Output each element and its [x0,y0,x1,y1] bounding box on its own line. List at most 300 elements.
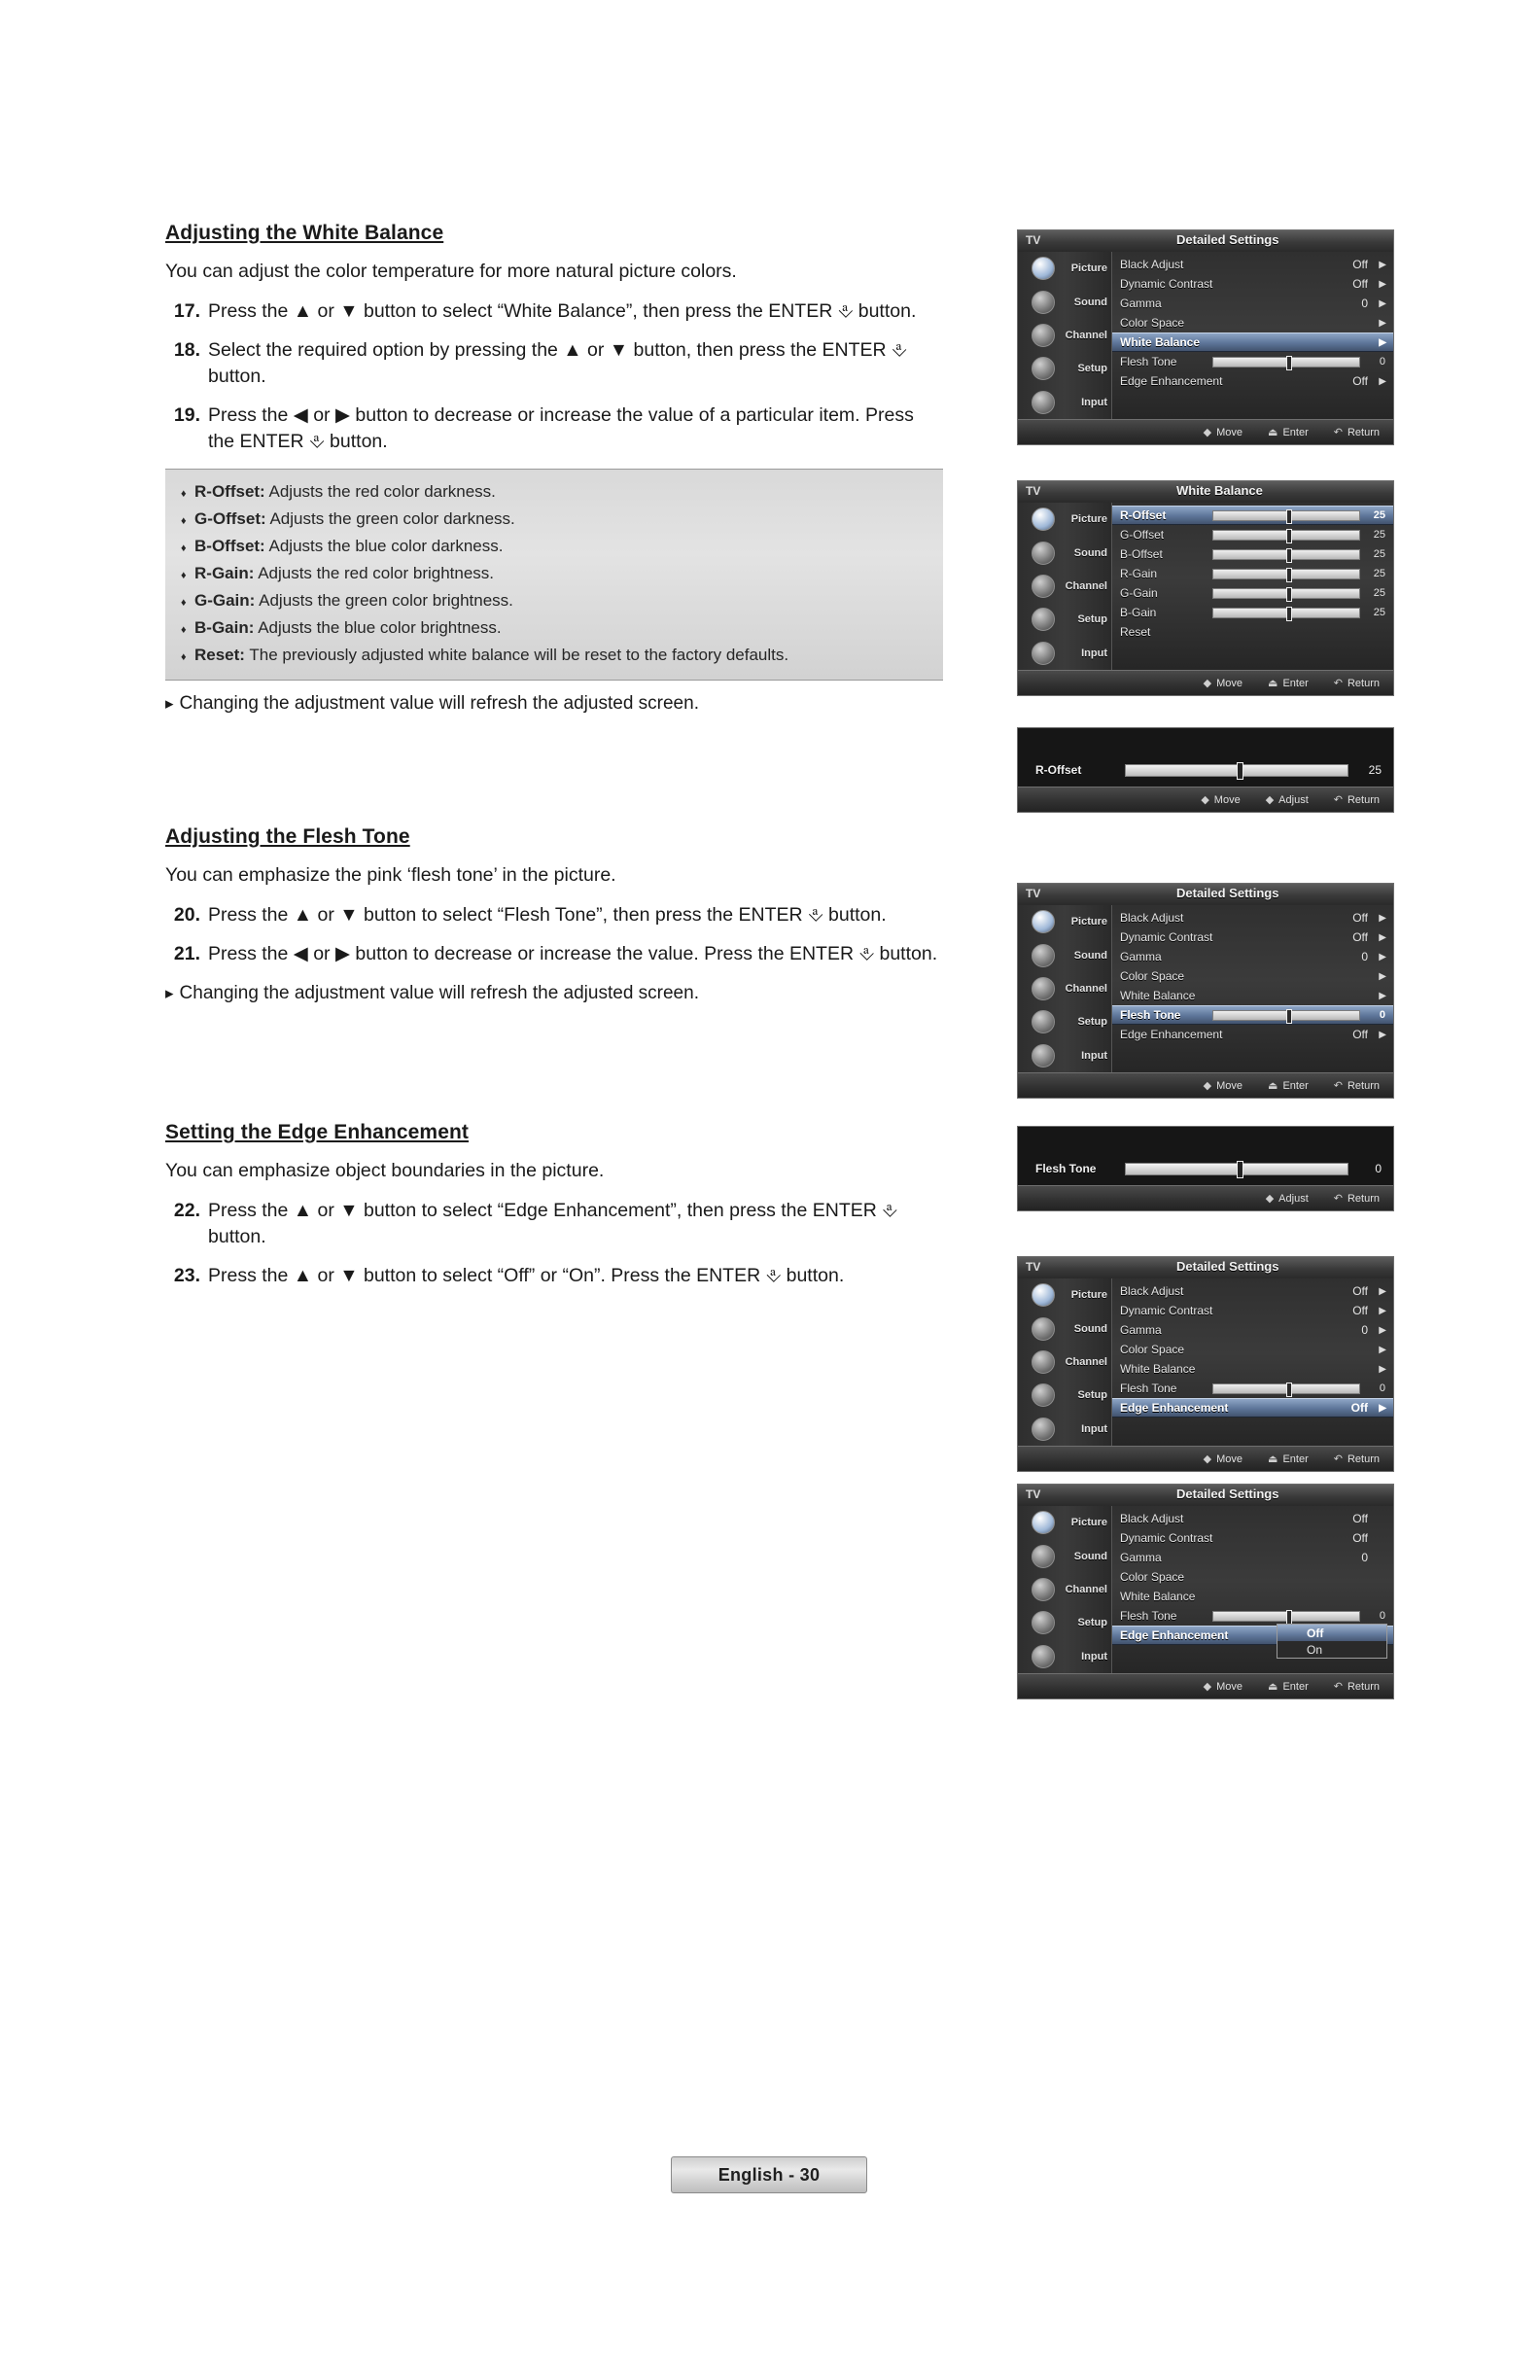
menu-value: 25 [1373,509,1385,521]
step-text: Press the ▲ or ▼ button to select “White Balance”, then press the ENTER ⎀ button. [208,300,917,322]
rail-item-setup[interactable] [1018,1379,1111,1412]
note-term: R-Offset: [194,482,265,501]
help-move [1204,426,1242,438]
rail-item-channel[interactable] [1018,1573,1111,1606]
rail-label: Picture [1070,513,1107,526]
menu-value: Off [1352,1284,1368,1298]
menu-label: Gamma [1120,950,1162,963]
osd-menu-list [1112,1278,1393,1446]
instructions-column [165,222,943,1302]
menu-row-flesh-tone[interactable] [1112,1005,1393,1025]
adjust-icon: ◆ [1265,794,1275,806]
menu-row-black-adjust[interactable] [1112,1509,1393,1528]
note-item [181,534,931,561]
menu-label: Color Space [1120,316,1185,330]
rail-item-setup[interactable] [1018,603,1111,636]
flesh-tone-slider[interactable] [1212,1010,1360,1021]
menu-label: White Balance [1120,1362,1196,1376]
section-title: Adjusting the Flesh Tone [165,825,410,848]
menu-row-reset[interactable] [1112,622,1393,642]
menu-label: R-Gain [1120,567,1158,580]
slider-knob[interactable] [1286,1382,1292,1397]
menu-label: R-Offset [1120,508,1167,522]
tv-label: TV [1026,887,1041,900]
rail-label: Sound [1073,949,1107,962]
menu-row-gamma[interactable] [1112,1548,1393,1567]
rail-label: Channel [1065,329,1107,341]
step-number: 20. [173,904,200,926]
menu-label: B-Gain [1120,606,1157,619]
menu-row-black-adjust[interactable] [1112,908,1393,928]
rail-label: Sound [1073,1322,1107,1335]
help-adjust [1266,1192,1309,1205]
menu-row-color-space[interactable] [1112,1567,1393,1587]
help-return [1334,426,1380,438]
menu-value: Off [1352,1304,1368,1317]
step-text: Press the ▲ or ▼ button to select “Off” or “On”. Press the ENTER ⎀ button. [208,1265,845,1286]
slider-knob[interactable] [1237,762,1243,780]
sound-icon [1032,291,1055,314]
picture-icon [1032,257,1055,280]
menu-row-black-adjust[interactable] [1112,1281,1393,1301]
note-term: Reset: [194,646,245,664]
b-offset-slider[interactable] [1212,549,1360,560]
help-move-label: Move [1216,426,1243,438]
picture-icon [1032,1511,1055,1534]
move-icon: ◆ [1203,1453,1212,1465]
note-term: G-Gain: [194,591,256,610]
chevron-right-icon: ▶ [1379,1029,1386,1040]
help-move-label: Move [1216,1680,1243,1693]
menu-row-dynamic-contrast[interactable] [1112,1301,1393,1320]
setup-icon [1032,357,1055,380]
rail-label: Setup [1077,1389,1107,1402]
chevron-right-icon: ▶ [1379,1402,1386,1414]
menu-value: Off [1352,374,1368,388]
rail-label: Sound [1073,296,1107,308]
rail-label: Channel [1065,1583,1107,1595]
menu-row-gamma[interactable] [1112,294,1393,313]
help-move-label: Move [1216,1452,1243,1465]
menu-label: Gamma [1120,1323,1162,1337]
help-move [1204,1079,1242,1092]
rail-label: Channel [1065,579,1107,592]
return-icon: ↶ [1333,678,1343,689]
rail-label: Channel [1065,982,1107,995]
help-return-label: Return [1347,1680,1380,1693]
slider-knob[interactable] [1286,607,1292,621]
move-icon: ◆ [1203,1080,1212,1092]
section-intro: You can adjust the color temperature for more natural picture colors. [165,261,737,282]
flesh-tone-slider[interactable] [1212,1611,1360,1622]
option-on[interactable] [1278,1641,1386,1658]
menu-label: Dynamic Contrast [1120,277,1213,291]
setup-icon [1032,1383,1055,1407]
menu-label: Black Adjust [1120,1284,1184,1298]
note-item [181,507,931,534]
rail-item-channel[interactable] [1018,1346,1111,1379]
enter-icon: ⏏ [1268,427,1278,438]
rail-item-input[interactable] [1018,1039,1111,1072]
menu-label: Edge Enhancement [1120,374,1223,388]
refresh-note [165,690,943,717]
move-icon: ◆ [1201,794,1209,806]
picture-icon [1032,910,1055,933]
slider-value: 0 [1375,1162,1382,1175]
help-adjust-label: Adjust [1278,1192,1309,1205]
return-icon: ↶ [1333,1080,1343,1092]
rail-item-setup[interactable] [1018,352,1111,385]
section-edge-enhancement [165,1121,943,1289]
osd-help-bar [1018,787,1393,812]
note-item [181,479,931,507]
help-return [1334,1192,1380,1205]
menu-label: Gamma [1120,297,1162,310]
osd-title: Detailed Settings [1176,1487,1279,1501]
menu-row-color-space[interactable] [1112,966,1393,986]
section-intro: You can emphasize object boundaries in the picture. [165,1160,605,1181]
step-18 [165,337,943,390]
rail-item-input[interactable] [1018,637,1111,670]
rail-item-input[interactable] [1018,1640,1111,1673]
rail-item-input[interactable] [1018,386,1111,419]
menu-row-edge-enhancement[interactable] [1112,1398,1393,1418]
help-move-label: Move [1216,677,1243,689]
menu-row-edge-enhancement[interactable] [1112,1025,1393,1044]
slider-value: 25 [1368,763,1382,777]
rail-item-channel[interactable] [1018,319,1111,352]
step-21 [165,941,943,967]
menu-row-white-balance[interactable] [1112,1359,1393,1379]
osd-titlebar [1018,1257,1393,1279]
step-text: Select the required option by pressing the ▲ or ▼ button, then press the ENTER ⎀ button. [208,339,907,387]
option-off[interactable] [1278,1625,1386,1641]
chevron-right-icon: ▶ [1379,298,1386,309]
chevron-right-icon: ▶ [1379,1363,1386,1375]
rail-item-channel[interactable] [1018,570,1111,603]
rail-item-setup[interactable] [1018,1005,1111,1038]
menu-row-black-adjust[interactable] [1112,255,1393,274]
menu-row-flesh-tone[interactable] [1112,1379,1393,1398]
rail-item-picture[interactable] [1018,252,1111,285]
help-enter [1268,1680,1309,1693]
enter-icon: ⏏ [1268,1681,1278,1693]
slider-knob[interactable] [1286,587,1292,602]
note-term: G-Offset: [194,509,266,528]
refresh-note-text: Changing the adjustment value will refresh the adjusted screen. [179,693,699,714]
menu-value: 0 [1379,1382,1385,1394]
menu-label: Black Adjust [1120,911,1184,925]
menu-value: 0 [1379,1009,1385,1021]
slider-knob[interactable] [1286,356,1292,370]
menu-row-gamma[interactable] [1112,1320,1393,1340]
menu-label: Dynamic Contrast [1120,1531,1213,1545]
help-return-label: Return [1347,1192,1380,1205]
osd-title: Detailed Settings [1176,886,1279,900]
menu-row-gamma[interactable] [1112,947,1393,966]
sound-icon [1032,1317,1055,1341]
section-title: Setting the Edge Enhancement [165,1121,470,1143]
help-enter-label: Enter [1282,1452,1309,1465]
osd-icon-rail [1018,1278,1112,1446]
chevron-right-icon: ▶ [1379,1324,1386,1336]
enter-icon: ⏏ [1268,1453,1278,1465]
menu-row-r-gain[interactable] [1112,564,1393,583]
slider-knob[interactable] [1237,1161,1243,1178]
menu-label: Dynamic Contrast [1120,930,1213,944]
flesh-tone-slider[interactable] [1212,357,1360,368]
menu-row-white-balance[interactable] [1112,986,1393,1005]
help-move-label: Move [1216,1079,1243,1092]
step-text: Press the ▲ or ▼ button to select “Flesh Tone”, then press the ENTER ⎀ button. [208,904,887,926]
menu-row-dynamic-contrast[interactable] [1112,1528,1393,1548]
sound-icon [1032,1545,1055,1568]
menu-value: Off [1350,1401,1368,1415]
enter-icon: ⏏ [1268,1080,1278,1092]
edge-enhancement-option-popup[interactable] [1277,1624,1387,1659]
osd-help-bar [1018,1446,1393,1471]
menu-label: G-Gain [1120,586,1158,600]
note-desc: Adjusts the green color darkness. [269,509,515,528]
tv-label: TV [1026,484,1041,498]
menu-row-white-balance[interactable] [1112,1587,1393,1606]
menu-label: Color Space [1120,1570,1185,1584]
channel-icon [1032,575,1055,598]
rail-item-sound[interactable] [1018,285,1111,318]
menu-label: Flesh Tone [1120,1609,1177,1623]
rail-label: Setup [1077,1617,1107,1629]
step-20 [165,902,943,928]
g-offset-slider[interactable] [1212,530,1360,541]
menu-row-edge-enhancement[interactable] [1112,371,1393,391]
input-icon [1032,642,1055,665]
help-enter-label: Enter [1282,1079,1309,1092]
menu-label: Edge Enhancement [1120,1401,1229,1415]
help-return-label: Return [1347,677,1380,689]
menu-row-dynamic-contrast[interactable] [1112,928,1393,947]
rail-label: Sound [1073,1550,1107,1562]
slider-knob[interactable] [1286,529,1292,543]
slider-name: R-Offset [1035,763,1082,777]
adjust-icon: ◆ [1265,1193,1275,1205]
menu-label: Black Adjust [1120,1512,1184,1525]
slider-knob[interactable] [1286,568,1292,582]
osd-titlebar [1018,884,1393,906]
osd-detailed-settings-white-balance [1017,229,1394,445]
menu-value: 25 [1373,607,1385,618]
menu-label: Reset [1120,625,1151,639]
menu-row-g-offset[interactable] [1112,525,1393,544]
menu-row-b-offset[interactable] [1112,544,1393,564]
chevron-right-icon: ▶ [1379,317,1386,329]
option-label: On [1307,1642,1323,1657]
slider-knob[interactable] [1286,1610,1292,1625]
menu-row-b-gain[interactable] [1112,603,1393,622]
r-gain-slider[interactable] [1212,569,1360,579]
rail-label: Picture [1070,262,1107,275]
menu-value: Off [1352,1512,1368,1525]
osd-white-balance [1017,480,1394,696]
chevron-right-icon: ▶ [1379,990,1386,1001]
return-icon: ↶ [1333,427,1343,438]
menu-row-flesh-tone[interactable] [1112,1606,1393,1626]
menu-value: 0 [1379,1610,1385,1622]
slider-knob[interactable] [1286,509,1292,524]
note-item [181,561,931,588]
rail-item-channel[interactable] [1018,972,1111,1005]
input-icon [1032,1645,1055,1668]
tv-label: TV [1026,1488,1041,1501]
osd-help-bar [1018,419,1393,444]
rail-label: Input [1081,1422,1107,1435]
channel-icon [1032,977,1055,1000]
menu-label: Flesh Tone [1120,1008,1181,1022]
help-enter-label: Enter [1282,677,1309,689]
slider-knob[interactable] [1286,1009,1292,1024]
rail-item-picture[interactable] [1018,1278,1111,1312]
rail-label: Input [1081,647,1107,659]
menu-label: Black Adjust [1120,258,1184,271]
menu-label: White Balance [1120,335,1201,349]
menu-label: Flesh Tone [1120,355,1177,368]
help-return [1334,1452,1380,1465]
rail-item-picture[interactable] [1018,1506,1111,1539]
step-text: Press the ▲ or ▼ button to select “Edge Enhancement”, then press the ENTER ⎀ button. [208,1200,897,1247]
osd-icon-rail [1018,503,1112,670]
osd-icon-rail [1018,1506,1112,1673]
menu-label: Color Space [1120,1343,1185,1356]
menu-value: 0 [1361,950,1368,963]
menu-label: G-Offset [1120,528,1165,542]
help-return [1334,1079,1380,1092]
b-gain-slider[interactable] [1212,608,1360,618]
help-return [1334,793,1380,806]
rail-label: Setup [1077,1016,1107,1029]
picture-icon [1032,508,1055,531]
help-move [1204,677,1242,689]
rail-item-picture[interactable] [1018,503,1111,536]
help-move [1204,1680,1242,1693]
chevron-right-icon: ▶ [1379,912,1386,924]
step-number: 22. [173,1200,200,1221]
rail-item-setup[interactable] [1018,1606,1111,1639]
chevron-right-icon: ▶ [1379,1305,1386,1316]
osd-menu-list [1112,252,1393,419]
menu-row-color-space[interactable] [1112,1340,1393,1359]
chevron-right-icon: ▶ [1379,1344,1386,1355]
section-white-balance [165,222,943,717]
menu-row-r-offset[interactable] [1112,506,1393,525]
step-number: 23. [173,1265,200,1286]
help-return-label: Return [1347,1079,1380,1092]
diamond-bullet-icon [181,561,194,588]
menu-value: 0 [1361,297,1368,310]
input-icon [1032,391,1055,414]
input-icon [1032,1418,1055,1441]
osd-menu-list [1112,905,1393,1072]
chevron-right-icon: ▶ [1379,1285,1386,1297]
menu-row-dynamic-contrast[interactable] [1112,274,1393,294]
rail-item-sound[interactable] [1018,536,1111,569]
help-return-label: Return [1347,793,1380,806]
flesh-tone-slider-row [1035,1158,1382,1179]
menu-row-flesh-tone[interactable] [1112,352,1393,371]
note-term: B-Offset: [194,537,265,555]
arrow-note-icon: ▸ [165,984,172,1002]
r-offset-slider-track[interactable] [1125,764,1348,777]
help-enter [1268,677,1309,689]
flesh-tone-slider[interactable] [1212,1383,1360,1394]
rail-item-sound[interactable] [1018,938,1111,971]
rail-item-picture[interactable] [1018,905,1111,938]
rail-item-sound[interactable] [1018,1539,1111,1572]
note-item [181,588,931,615]
flesh-tone-slider-track[interactable] [1125,1163,1348,1175]
menu-value: Off [1352,911,1368,925]
menu-value: Off [1352,930,1368,944]
rail-label: Picture [1070,1289,1107,1302]
help-adjust [1266,793,1309,806]
menu-label: Gamma [1120,1551,1162,1564]
rail-item-sound[interactable] [1018,1312,1111,1345]
white-balance-note-box [165,469,943,681]
rail-label: Input [1081,396,1107,408]
osd-icon-rail [1018,905,1112,1072]
step-number: 19. [173,404,200,426]
step-number: 17. [173,300,200,322]
note-desc: Adjusts the red color brightness. [258,564,495,582]
r-offset-slider[interactable] [1212,510,1360,521]
menu-value: Off [1352,1028,1368,1041]
help-enter [1268,1452,1309,1465]
setup-icon [1032,1010,1055,1033]
menu-row-white-balance[interactable] [1112,332,1393,352]
g-gain-slider[interactable] [1212,588,1360,599]
help-enter-label: Enter [1282,426,1309,438]
diamond-bullet-icon [181,507,194,534]
slider-knob[interactable] [1286,548,1292,563]
diamond-bullet-icon [181,615,194,643]
enter-icon: ⏏ [1268,678,1278,689]
menu-row-g-gain[interactable] [1112,583,1393,603]
section-intro: You can emphasize the pink ‘flesh tone’ in the picture. [165,864,616,886]
rail-label: Picture [1070,916,1107,928]
page-number-label: English - 30 [718,2164,821,2185]
menu-value: Off [1352,1531,1368,1545]
setup-icon [1032,1611,1055,1634]
move-icon: ◆ [1203,427,1212,438]
setup-icon [1032,608,1055,631]
osd-detailed-settings-edge [1017,1256,1394,1472]
help-return [1334,1680,1380,1693]
osd-title: Detailed Settings [1176,1259,1279,1274]
step-text: Press the ◀ or ▶ button to decrease or increase the value. Press the ENTER ⎀ button. [208,943,938,964]
help-move [1204,1452,1242,1465]
step-number: 18. [173,339,200,361]
chevron-right-icon: ▶ [1379,336,1386,348]
osd-titlebar [1018,481,1393,504]
help-enter-label: Enter [1282,1680,1309,1693]
menu-label: Edge Enhancement [1120,1028,1223,1041]
menu-row-color-space[interactable] [1112,313,1393,332]
osd-help-bar [1018,1072,1393,1098]
return-icon: ↶ [1333,1681,1343,1693]
rail-item-input[interactable] [1018,1413,1111,1446]
rail-label: Channel [1065,1355,1107,1368]
osd-title: White Balance [1176,483,1263,498]
osd-menu-list [1112,503,1393,670]
menu-label: White Balance [1120,1590,1196,1603]
